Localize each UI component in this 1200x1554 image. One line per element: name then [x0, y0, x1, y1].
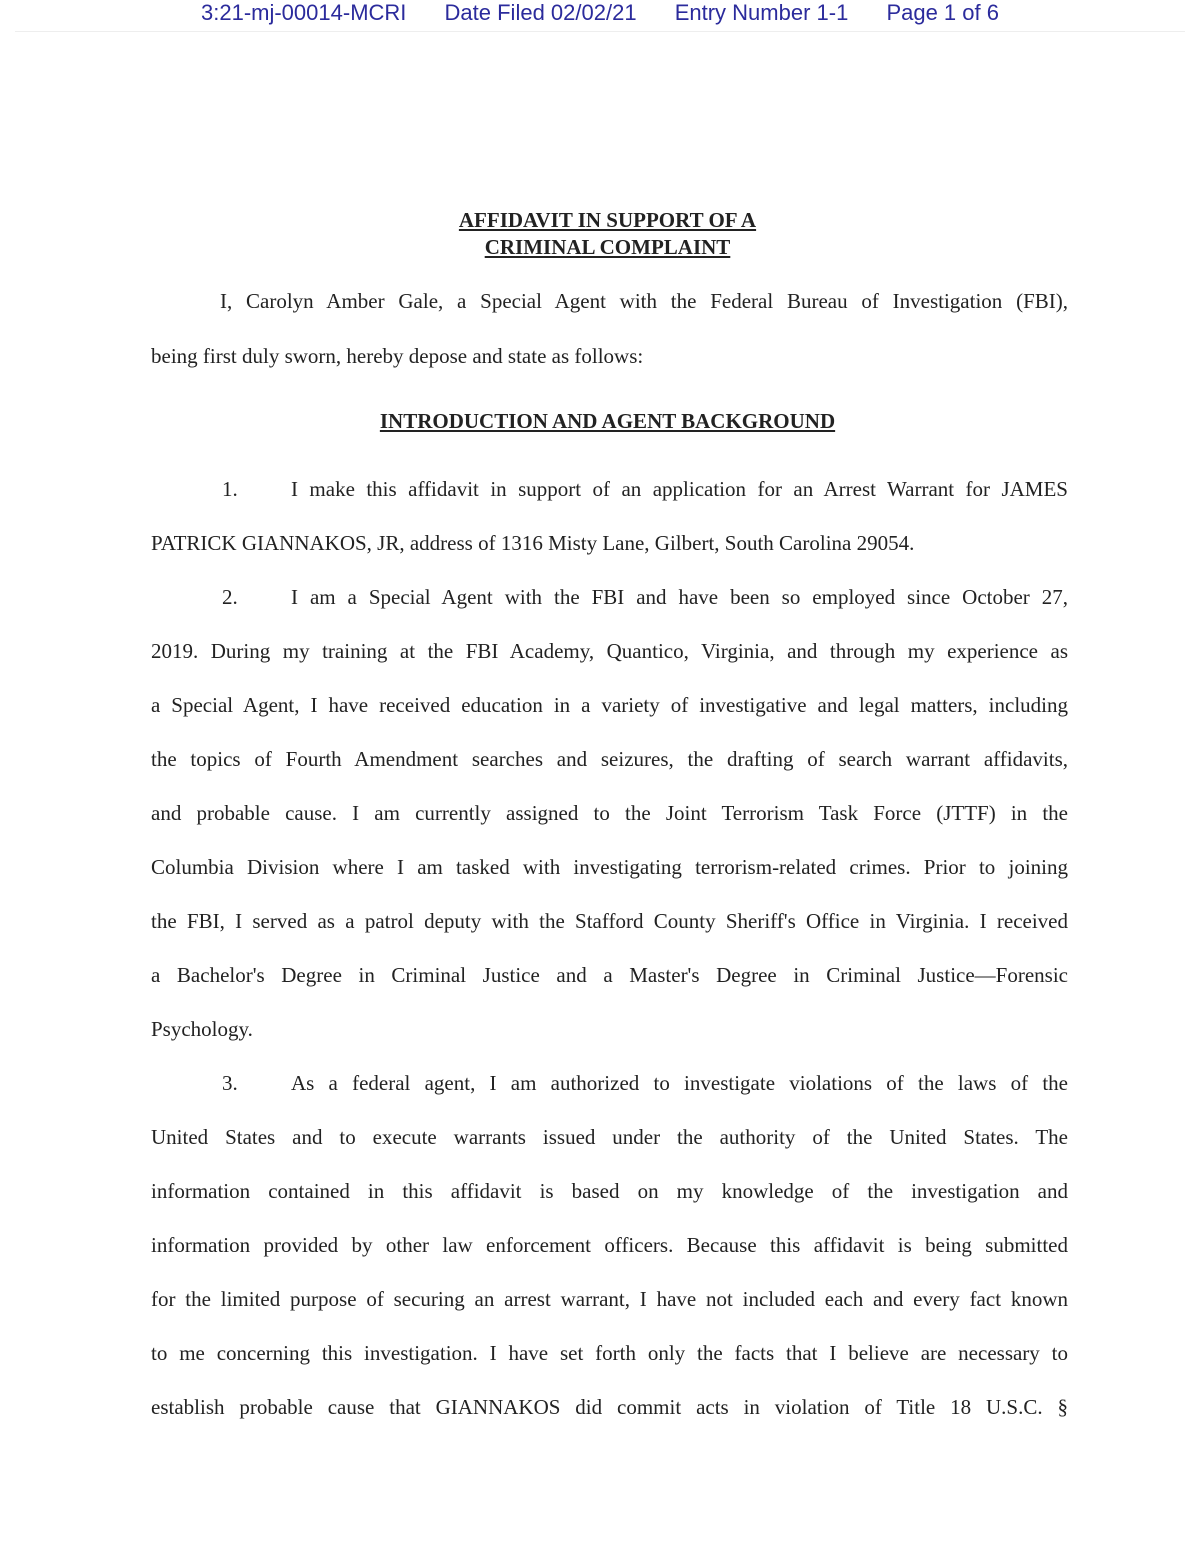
paragraph-line: PATRICK GIANNAKOS, JR, address of 1316 Misty Lane, Gilbert, South Carolina 29054.	[151, 531, 915, 555]
paragraph-number: 2.	[222, 585, 238, 609]
paragraph-line: and probable cause. I am currently assigned to the Joint Terrorism Task Force (JTTF) in the	[151, 801, 1068, 825]
paragraph-line: As a federal agent, I am authorized to investigate violations of the laws of the	[291, 1071, 1068, 1095]
paragraph-number: 3.	[222, 1071, 238, 1095]
date-filed: Date Filed 02/02/21	[444, 0, 637, 25]
paragraph-line: Columbia Division where I am tasked with investigating terrorism-related crimes. Prior to joining	[151, 855, 1068, 879]
section-heading: INTRODUCTION AND AGENT BACKGROUND	[379, 409, 836, 433]
paragraph-line: Psychology.	[151, 1017, 253, 1041]
paragraph-line: information contained in this affidavit is based on my knowledge of the investigation and	[151, 1179, 1068, 1203]
paragraph-line: I am a Special Agent with the FBI and have been so employed since October 27,	[291, 585, 1068, 609]
header-divider	[15, 31, 1185, 32]
paragraph-line: United States and to execute warrants issued under the authority of the United States. The	[151, 1125, 1068, 1149]
paragraph-line: the FBI, I served as a patrol deputy with the Stafford County Sheriff's Office in Virginia. I received	[151, 909, 1068, 933]
paragraph-line: to me concerning this investigation. I have set forth only the facts that I believe are necessary to	[151, 1341, 1068, 1365]
entry-number: Entry Number 1-1	[674, 0, 849, 25]
intro-line: I, Carolyn Amber Gale, a Special Agent with the Federal Bureau of Investigation (FBI),	[220, 289, 1068, 313]
paragraph-line: I make this affidavit in support of an application for an Arrest Warrant for JAMES	[291, 477, 1068, 501]
intro-line: being first duly sworn, hereby depose and state as follows:	[151, 344, 644, 368]
paragraph-line: establish probable cause that GIANNAKOS did commit acts in violation of Title 18 U.S.C. §	[151, 1395, 1068, 1419]
paragraph-line: a Special Agent, I have received education in a variety of investigative and legal matters, including	[151, 693, 1068, 717]
paragraph-line: the topics of Fourth Amendment searches and seizures, the drafting of search warrant affidavits,	[151, 747, 1068, 771]
document-title-line-2: CRIMINAL COMPLAINT	[484, 235, 731, 259]
filing-header	[0, 0, 1200, 26]
paragraph-line: a Bachelor's Degree in Criminal Justice and a Master's Degree in Criminal Justice—Forensic	[151, 963, 1068, 987]
paragraph-line: information provided by other law enforcement officers. Because this affidavit is being submitted	[151, 1233, 1068, 1257]
page-number: Page 1 of 6	[886, 0, 999, 25]
document-title-line-1: AFFIDAVIT IN SUPPORT OF A	[458, 208, 757, 232]
paragraph-number: 1.	[222, 477, 238, 501]
paragraph-line: 2019. During my training at the FBI Academy, Quantico, Virginia, and through my experience as	[151, 639, 1068, 663]
paragraph-line: for the limited purpose of securing an arrest warrant, I have not included each and every fact known	[151, 1287, 1068, 1311]
case-number: 3:21-mj-00014-MCRI	[201, 0, 407, 25]
